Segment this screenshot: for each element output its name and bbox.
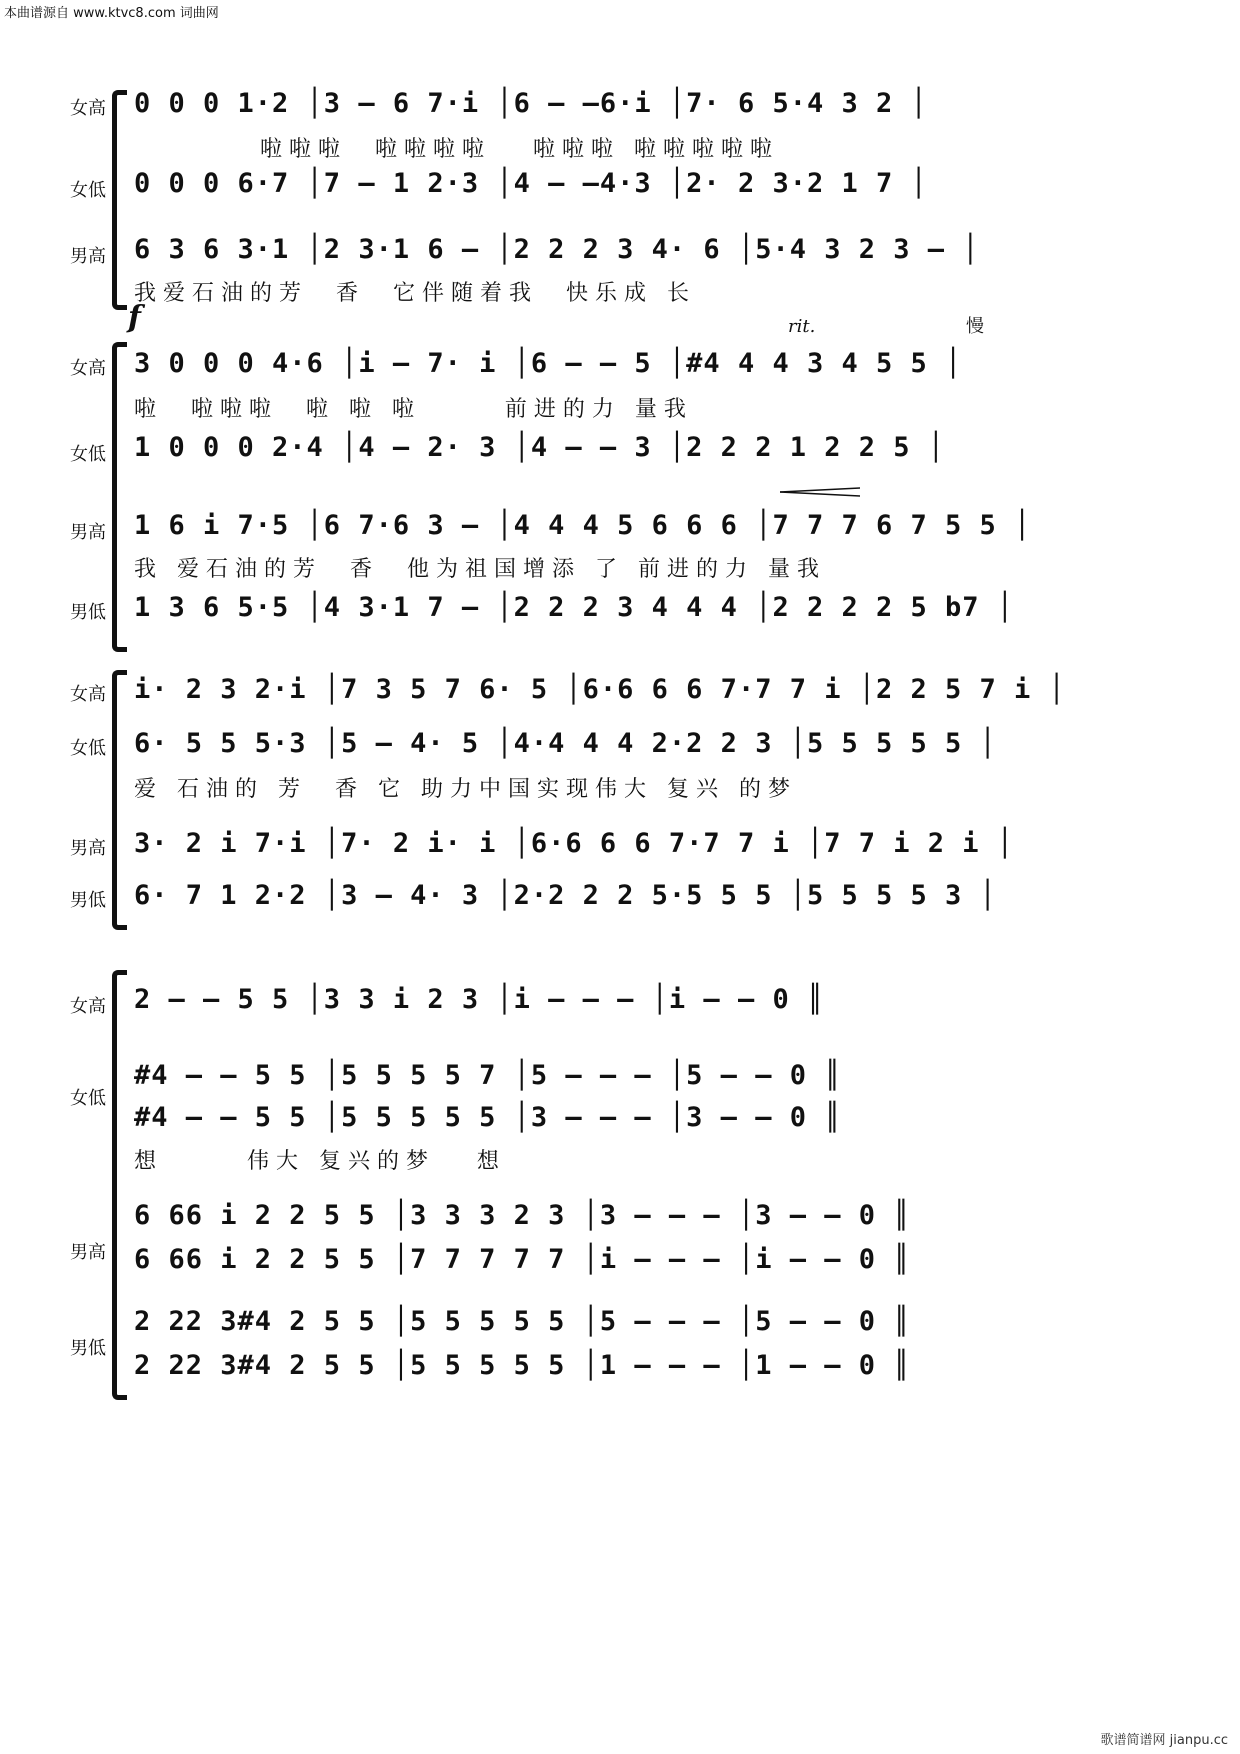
notation-line: 2 22 3#4 2 5 5 │5 5 5 5 5 │5 – – – │5 – – 0 ║ — [134, 1306, 911, 1337]
part-label: 男高 — [70, 246, 106, 267]
notation-line: #4 – – 5 5 │5 5 5 5 7 │5 – – – │5 – – 0 ║ — [134, 1060, 842, 1091]
notation-line: #4 – – 5 5 │5 5 5 5 5 │3 – – – │3 – – 0 ║ — [134, 1102, 842, 1133]
part-label: 男高 — [70, 838, 106, 859]
lyrics-line: 啦啦啦 啦啦啦啦 啦啦啦 啦啦啦啦啦 — [260, 137, 779, 162]
dynamic-mark: f — [128, 300, 141, 335]
lyrics-line: 我 爱石油的芳 香 他为祖国增添 了 前进的力 量我 — [134, 557, 826, 582]
part-label: 女高 — [70, 996, 106, 1017]
notation-line: 6 66 i 2 2 5 5 │3 3 3 2 3 │3 – – – │3 – – 0 ║ — [134, 1200, 911, 1231]
notation-line: 0 0 0 1·2 │3 – 6 7·i │6 – –6·i │7· 6 5·4 3 2 │ — [134, 88, 928, 119]
lyrics-line: 想 伟大 复兴的梦 想 — [134, 1149, 506, 1174]
part-label: 女高 — [70, 358, 106, 379]
notation-line: 3· 2 i 7·i │7· 2 i· i │6·6 6 6 7·7 7 i │7 7 i 2 i │ — [134, 828, 1015, 859]
score-system-3 — [0, 660, 1240, 930]
lyrics-line: 爱 石油的 芳 香 它 助力中国实现伟大 复兴 的梦 — [134, 777, 797, 802]
notation-line: 6 66 i 2 2 5 5 │7 7 7 7 7 │i – – – │i – – 0 ║ — [134, 1244, 911, 1275]
lyrics-line: 啦 啦啦啦 啦 啦 啦 前进的力 量我 — [134, 397, 693, 422]
notation-line: 6· 7 1 2·2 │3 – 4· 3 │2·2 2 2 5·5 5 5 │5 5 5 5 3 │ — [134, 880, 997, 911]
notation-line: 3 0 0 0 4·6 │i – 7· i │6 – – 5 │#4 4 4 3 4 5 5 │ — [134, 348, 963, 379]
notation-line: 6 3 6 3·1 │2 3·1 6 – │2 2 2 3 4· 6 │5·4 3 2 3 – │ — [134, 234, 980, 265]
ritardando-mark: rit. — [788, 316, 816, 337]
part-label: 女低 — [70, 1088, 106, 1109]
part-label: 女高 — [70, 98, 106, 119]
part-label: 男高 — [70, 1242, 106, 1263]
lyrics-line: 我爱石油的芳 香 它伴随着我 快乐成 长 — [134, 281, 696, 306]
notation-line: 1 6 i 7·5 │6 7·6 3 – │4 4 4 5 6 6 6 │7 7 7 6 7 5 5 │ — [134, 510, 1032, 541]
notation-line: 2 – – 5 5 │3 3 i 2 3 │i – – – │i – – 0 ║ — [134, 984, 825, 1015]
score-system-4 — [0, 960, 1240, 1400]
notation-line: 2 22 3#4 2 5 5 │5 5 5 5 5 │1 – – – │1 – – 0 ║ — [134, 1350, 911, 1381]
score-system-1 — [0, 80, 1240, 310]
tempo-mark: 慢 — [966, 316, 984, 337]
notation-line: i· 2 3 2·i │7 3 5 7 6· 5 │6·6 6 6 7·7 7 i │2 2 5 7 i │ — [134, 674, 1066, 705]
part-label: 男低 — [70, 890, 106, 911]
part-label: 女低 — [70, 738, 106, 759]
part-label: 男低 — [70, 602, 106, 623]
part-label: 男高 — [70, 522, 106, 543]
part-label: 女低 — [70, 180, 106, 201]
part-label: 男低 — [70, 1338, 106, 1359]
notation-line: 1 3 6 5·5 │4 3·1 7 – │2 2 2 3 4 4 4 │2 2 2 2 5 b7 │ — [134, 592, 1015, 623]
notation-line: 0 0 0 6·7 │7 – 1 2·3 │4 – –4·3 │2· 2 3·2 1 7 │ — [134, 168, 928, 199]
notation-line: 1 0 0 0 2·4 │4 – 2· 3 │4 – – 3 │2 2 2 1 2 2 5 │ — [134, 432, 946, 463]
crescendo-hairpin — [780, 482, 860, 502]
score-system-2 — [0, 300, 1240, 650]
site-footer: 歌谱简谱网 jianpu.cc — [1100, 1733, 1228, 1748]
part-label: 女低 — [70, 444, 106, 465]
notation-line: 6· 5 5 5·3 │5 – 4· 5 │4·4 4 4 2·2 2 3 │5 5 5 5 5 │ — [134, 728, 997, 759]
source-header: 本曲谱源自 www.ktvc8.com 词曲网 — [4, 6, 219, 21]
part-label: 女高 — [70, 684, 106, 705]
